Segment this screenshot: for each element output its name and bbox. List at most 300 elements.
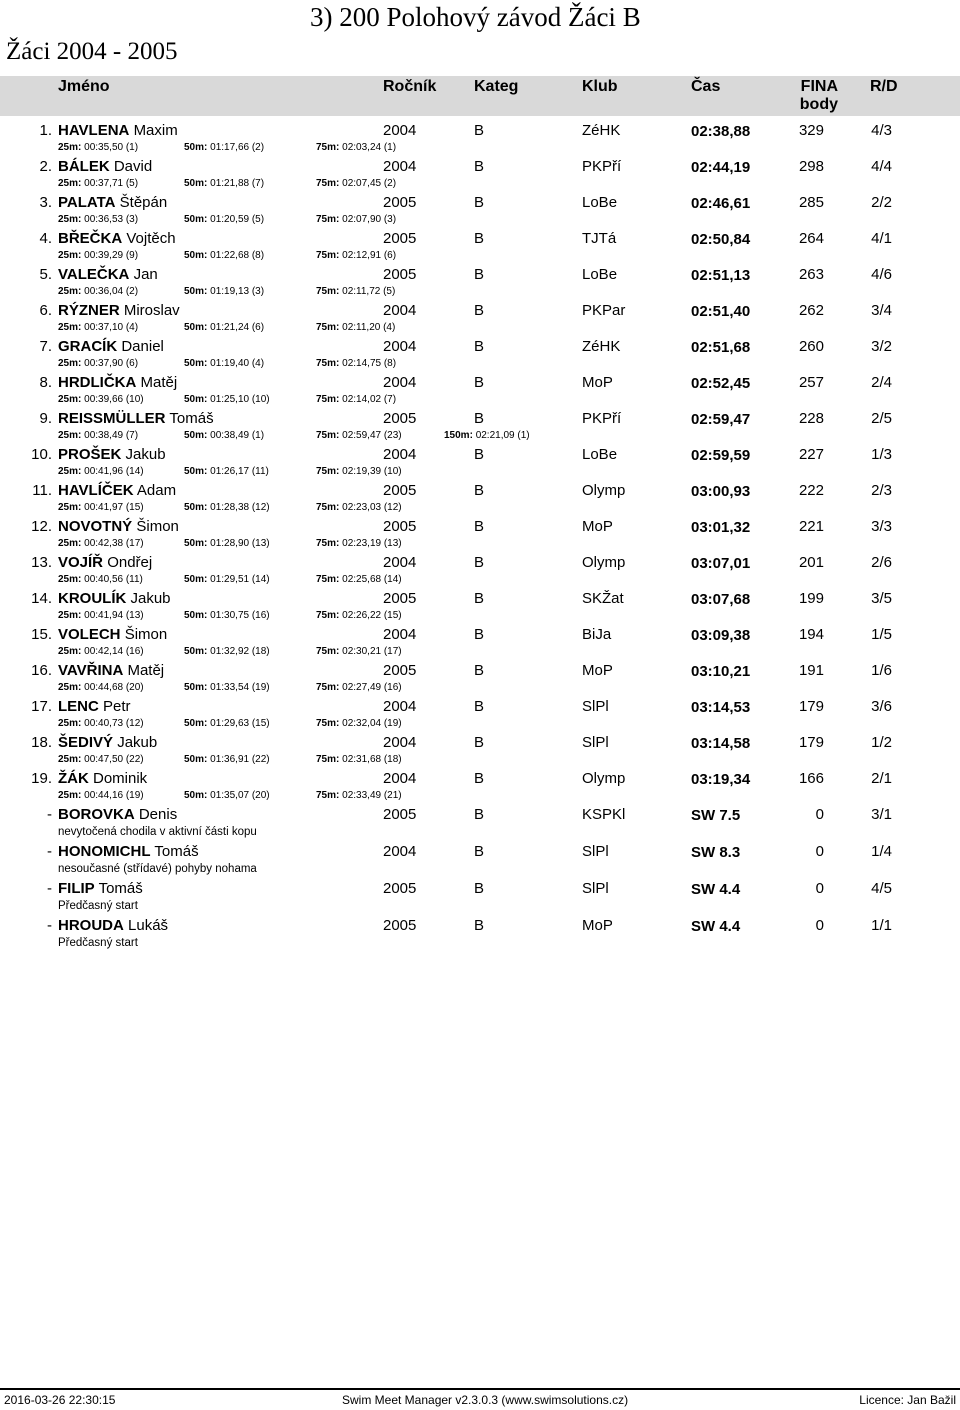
- split-time: [184, 214, 264, 225]
- split-label: 25m:: [58, 538, 82, 549]
- result-time: 03:14,58: [691, 735, 751, 752]
- split-value: 01:19,40 (4): [210, 358, 265, 369]
- split-value: 00:36,04 (2): [84, 286, 139, 297]
- split-time: [58, 250, 138, 261]
- table-row: [0, 266, 960, 302]
- fina-points: 191: [798, 662, 824, 679]
- split-time: [58, 286, 138, 297]
- swimmer-first-name: Jakub: [130, 590, 171, 607]
- split-value: 00:42,14 (16): [84, 646, 144, 657]
- split-label: 75m:: [316, 358, 340, 369]
- category: B: [474, 806, 485, 823]
- split-label: 75m:: [316, 538, 340, 549]
- swimmer-first-name: Daniel: [121, 338, 164, 355]
- split-label: 50m:: [184, 538, 208, 549]
- split-time: [58, 538, 144, 549]
- rank: 11.: [32, 482, 52, 499]
- swimmer-surname: ŠEDIVÝ: [58, 734, 114, 751]
- heat-lane: 1/4: [871, 843, 892, 860]
- split-time: [184, 718, 270, 729]
- split-label: 50m:: [184, 574, 208, 585]
- club: SlPl: [582, 880, 609, 897]
- split-label: 50m:: [184, 610, 208, 621]
- birth-year: 2004: [383, 158, 417, 175]
- table-row: [0, 338, 960, 374]
- split-label: 50m:: [184, 430, 208, 441]
- fina-points: 329: [798, 122, 824, 139]
- fina-points: 227: [798, 446, 824, 463]
- dsq-reason: Předčasný start: [58, 900, 138, 912]
- split-label: 25m:: [58, 286, 82, 297]
- split-time: [58, 574, 143, 585]
- club: PKPří: [582, 158, 622, 175]
- split-time: [184, 142, 264, 153]
- table-row: [0, 590, 960, 626]
- swimmer-surname: PROŠEK: [58, 446, 122, 463]
- header-fina: FINA body: [799, 78, 838, 113]
- split-value: 00:35,50 (1): [84, 142, 139, 153]
- table-row: [0, 194, 960, 230]
- split-time: [58, 142, 138, 153]
- rank: 7.: [39, 338, 52, 355]
- split-time: [184, 754, 270, 765]
- split-time: [184, 178, 264, 189]
- split-time: [58, 682, 144, 693]
- table-row: [0, 122, 960, 158]
- split-label: 50m:: [184, 286, 208, 297]
- club: MoP: [582, 374, 613, 391]
- split-time: [316, 142, 396, 153]
- birth-year: 2004: [383, 338, 417, 355]
- swimmer-first-name: David: [113, 158, 153, 175]
- club: LoBe: [582, 266, 618, 283]
- category: B: [474, 410, 485, 427]
- swimmer-surname: VAVŘINA: [58, 662, 124, 679]
- rank: 18.: [31, 734, 52, 751]
- split-label: 75m:: [316, 646, 340, 657]
- category: B: [474, 338, 485, 355]
- split-label: 75m:: [316, 610, 340, 621]
- split-label: 25m:: [58, 718, 82, 729]
- split-value: 00:41,97 (15): [84, 502, 144, 513]
- header-club: Klub: [582, 78, 618, 95]
- split-label: 50m:: [184, 790, 208, 801]
- swimmer-name: [58, 374, 177, 391]
- heat-lane: 2/5: [871, 410, 892, 427]
- split-value: 01:21,24 (6): [210, 322, 265, 333]
- split-value: 02:12,91 (6): [342, 250, 397, 261]
- result-time: 03:09,38: [691, 627, 751, 644]
- split-value: 01:29,63 (15): [210, 718, 270, 729]
- swimmer-first-name: Jakub: [117, 734, 158, 751]
- split-label: 25m:: [58, 754, 82, 765]
- dsq-code: SW 7.5: [691, 807, 741, 824]
- club: MoP: [582, 518, 613, 535]
- table-row: [0, 230, 960, 266]
- split-time: [58, 754, 144, 765]
- split-time: [444, 430, 530, 441]
- split-time: [58, 610, 144, 621]
- result-time: 03:00,93: [691, 483, 751, 500]
- split-value: 00:38,49 (1): [210, 430, 265, 441]
- heat-lane: 4/3: [871, 122, 892, 139]
- heat-lane: 3/6: [871, 698, 892, 715]
- category: B: [474, 482, 485, 499]
- swimmer-name: [58, 626, 167, 643]
- fina-points: 0: [815, 880, 824, 897]
- result-time: 03:07,68: [691, 591, 751, 608]
- split-label: 25m:: [58, 502, 82, 513]
- split-label: 75m:: [316, 142, 340, 153]
- rank: 16.: [31, 662, 52, 679]
- split-label: 25m:: [58, 250, 82, 261]
- split-label: 50m:: [184, 718, 208, 729]
- swimmer-surname: GRACÍK: [58, 338, 118, 355]
- split-time: [58, 646, 144, 657]
- split-value: 00:39,29 (9): [84, 250, 139, 261]
- table-row: [0, 302, 960, 338]
- club: ZéHK: [582, 338, 621, 355]
- swimmer-first-name: Tomáš: [98, 880, 143, 897]
- rank: 12.: [31, 518, 52, 535]
- dsq-code: SW 4.4: [691, 918, 741, 935]
- swimmer-name: [58, 734, 157, 751]
- birth-year: 2004: [383, 734, 417, 751]
- category: B: [474, 626, 485, 643]
- category: B: [474, 518, 485, 535]
- swimmer-name: [58, 770, 147, 787]
- split-time: [316, 322, 395, 333]
- result-time: 03:10,21: [691, 663, 751, 680]
- birth-year: 2004: [383, 843, 417, 860]
- split-time: [316, 610, 402, 621]
- split-label: 75m:: [316, 466, 340, 477]
- rank: -: [47, 806, 52, 823]
- split-value: 01:19,13 (3): [210, 286, 265, 297]
- table-row: [0, 518, 960, 554]
- birth-year: 2005: [383, 518, 417, 535]
- fina-points: 166: [798, 770, 824, 787]
- split-value: 02:31,68 (18): [342, 754, 402, 765]
- split-time: [184, 610, 270, 621]
- split-value: 01:35,07 (20): [210, 790, 270, 801]
- split-label: 50m:: [184, 142, 208, 153]
- split-time: [316, 754, 402, 765]
- swimmer-name: [58, 698, 131, 715]
- category: B: [474, 446, 485, 463]
- split-time: [184, 250, 264, 261]
- birth-year: 2005: [383, 194, 417, 211]
- swimmer-name: [58, 662, 164, 679]
- split-label: 75m:: [316, 682, 340, 693]
- swimmer-surname: BÁLEK: [58, 158, 110, 175]
- fina-points: 228: [798, 410, 824, 427]
- split-value: 02:59,47 (23): [342, 430, 402, 441]
- split-value: 01:25,10 (10): [210, 394, 270, 405]
- heat-lane: 4/4: [871, 158, 892, 175]
- split-value: 01:22,68 (8): [210, 250, 265, 261]
- split-label: 25m:: [58, 358, 82, 369]
- fina-points: 222: [798, 482, 824, 499]
- swimmer-name: [58, 194, 167, 211]
- heat-lane: 3/2: [871, 338, 892, 355]
- split-label: 25m:: [58, 682, 82, 693]
- split-value: 00:37,10 (4): [84, 322, 139, 333]
- split-label: 75m:: [316, 430, 340, 441]
- split-value: 00:37,90 (6): [84, 358, 139, 369]
- category: B: [474, 662, 485, 679]
- swimmer-name: [58, 880, 143, 897]
- split-value: 02:14,02 (7): [342, 394, 397, 405]
- split-label: 50m:: [184, 322, 208, 333]
- heat-lane: 2/3: [871, 482, 892, 499]
- split-value: 02:11,20 (4): [342, 322, 396, 333]
- birth-year: 2004: [383, 446, 417, 463]
- split-time: [58, 466, 144, 477]
- header-year: Ročník: [383, 78, 437, 95]
- split-label: 50m:: [184, 358, 208, 369]
- dsq-reason: nesoučasné (střídavé) pohyby nohama: [58, 863, 257, 875]
- footer-software: Swim Meet Manager v2.3.0.3 (www.swimsolutions.cz): [342, 1393, 629, 1407]
- split-time: [184, 466, 269, 477]
- table-row-disqualified: [0, 880, 960, 917]
- split-value: 00:44,68 (20): [84, 682, 144, 693]
- swimmer-surname: ŽÁK: [58, 770, 89, 787]
- split-label: 25m:: [58, 394, 82, 405]
- category: B: [474, 770, 485, 787]
- table-row-disqualified: [0, 917, 960, 954]
- heat-lane: 3/1: [871, 806, 892, 823]
- club: TJTá: [582, 230, 617, 247]
- result-time: 03:14,53: [691, 699, 751, 716]
- fina-points: 298: [798, 158, 824, 175]
- swimmer-name: [58, 230, 176, 247]
- rank: 8.: [39, 374, 52, 391]
- split-value: 02:19,39 (10): [342, 466, 402, 477]
- split-time: [316, 250, 396, 261]
- birth-year: 2005: [383, 230, 417, 247]
- split-time: [316, 646, 402, 657]
- table-row: [0, 482, 960, 518]
- birth-year: 2005: [383, 482, 417, 499]
- heat-lane: 4/6: [871, 266, 892, 283]
- swimmer-first-name: Ondřej: [107, 554, 153, 571]
- rank: 6.: [39, 302, 52, 319]
- swimmer-first-name: Tomáš: [169, 410, 214, 427]
- category: B: [474, 194, 485, 211]
- split-time: [184, 430, 264, 441]
- split-value: 00:41,94 (13): [84, 610, 144, 621]
- split-label: 25m:: [58, 322, 82, 333]
- swimmer-first-name: Adam: [136, 482, 177, 499]
- split-time: [316, 214, 396, 225]
- table-row: [0, 410, 960, 446]
- split-label: 75m:: [316, 286, 340, 297]
- club: MoP: [582, 917, 613, 934]
- category: B: [474, 843, 485, 860]
- birth-year: 2004: [383, 626, 417, 643]
- split-value: 02:21,09 (1): [475, 430, 530, 441]
- fina-points: 285: [798, 194, 824, 211]
- swimmer-name: [58, 518, 179, 535]
- split-label: 50m:: [184, 754, 208, 765]
- rank: 9.: [39, 410, 52, 427]
- swimmer-name: [58, 266, 158, 283]
- split-value: 01:21,88 (7): [210, 178, 265, 189]
- birth-year: 2004: [383, 122, 417, 139]
- split-label: 75m:: [316, 322, 340, 333]
- swimmer-first-name: Šimon: [136, 518, 179, 535]
- fina-points: 0: [815, 917, 824, 934]
- table-row: [0, 770, 960, 806]
- split-time: [316, 718, 402, 729]
- split-label: 75m:: [316, 790, 340, 801]
- heat-lane: 1/1: [871, 917, 892, 934]
- split-label: 50m:: [184, 646, 208, 657]
- footer-licence: Licence: Jan Bažil: [859, 1393, 956, 1407]
- split-label: 25m:: [58, 646, 82, 657]
- swimmer-name: [58, 158, 152, 175]
- dsq-code: SW 8.3: [691, 844, 741, 861]
- split-time: [58, 430, 138, 441]
- club: SKŽat: [582, 590, 624, 607]
- rank: 5.: [39, 266, 52, 283]
- rank: 1.: [39, 122, 52, 139]
- result-time: 02:50,84: [691, 231, 751, 248]
- split-time: [184, 322, 264, 333]
- split-time: [184, 790, 270, 801]
- split-time: [316, 394, 396, 405]
- heat-lane: 1/6: [871, 662, 892, 679]
- split-time: [316, 178, 396, 189]
- result-time: 02:46,61: [691, 195, 751, 212]
- split-value: 02:23,19 (13): [342, 538, 402, 549]
- birth-year: 2004: [383, 302, 417, 319]
- split-value: 01:32,92 (18): [210, 646, 270, 657]
- birth-year: 2005: [383, 880, 417, 897]
- result-time: 02:44,19: [691, 159, 751, 176]
- split-value: 01:33,54 (19): [210, 682, 270, 693]
- swimmer-name: [58, 843, 199, 860]
- split-time: [316, 430, 402, 441]
- heat-lane: 4/1: [871, 230, 892, 247]
- rank: 10.: [31, 446, 52, 463]
- split-value: 02:30,21 (17): [342, 646, 402, 657]
- swimmer-name: [58, 590, 171, 607]
- split-value: 02:25,68 (14): [342, 574, 402, 585]
- swimmer-name: [58, 482, 176, 499]
- split-label: 150m:: [444, 430, 473, 441]
- swimmer-surname: HONOMICHL: [58, 843, 151, 860]
- swimmer-name: [58, 122, 178, 139]
- swimmer-surname: BŘEČKA: [58, 230, 123, 247]
- swimmer-surname: VALEČKA: [58, 266, 130, 283]
- birth-year: 2004: [383, 554, 417, 571]
- split-value: 00:44,16 (19): [84, 790, 144, 801]
- split-time: [316, 466, 402, 477]
- split-time: [184, 286, 264, 297]
- split-value: 02:14,75 (8): [342, 358, 397, 369]
- split-label: 25m:: [58, 574, 82, 585]
- header-rd: R/D: [870, 78, 898, 95]
- category: B: [474, 917, 485, 934]
- page-subtitle: Žáci 2004 - 2005: [6, 38, 178, 65]
- club: MoP: [582, 662, 613, 679]
- swimmer-surname: HAVLÍČEK: [58, 482, 134, 499]
- heat-lane: 1/2: [871, 734, 892, 751]
- swimmer-surname: FILIP: [58, 880, 95, 897]
- split-time: [58, 178, 138, 189]
- fina-points: 179: [798, 698, 824, 715]
- swimmer-name: [58, 806, 177, 823]
- heat-lane: 3/4: [871, 302, 892, 319]
- heat-lane: 3/5: [871, 590, 892, 607]
- rank: 3.: [39, 194, 52, 211]
- split-time: [316, 358, 396, 369]
- split-time: [316, 286, 395, 297]
- split-value: 02:23,03 (12): [342, 502, 402, 513]
- birth-year: 2005: [383, 590, 417, 607]
- table-row: [0, 374, 960, 410]
- category: B: [474, 880, 485, 897]
- split-label: 25m:: [58, 430, 82, 441]
- split-value: 01:26,17 (11): [210, 466, 269, 477]
- split-time: [58, 214, 138, 225]
- split-value: 01:28,38 (12): [210, 502, 270, 513]
- fina-points: 264: [798, 230, 824, 247]
- split-value: 00:37,71 (5): [84, 178, 139, 189]
- result-time: 02:59,59: [691, 447, 751, 464]
- split-time: [184, 502, 270, 513]
- fina-points: 0: [815, 843, 824, 860]
- fina-points: 257: [798, 374, 824, 391]
- swimmer-surname: PALATA: [58, 194, 116, 211]
- split-label: 75m:: [316, 502, 340, 513]
- result-time: 02:51,68: [691, 339, 751, 356]
- dsq-code: SW 4.4: [691, 881, 741, 898]
- split-label: 50m:: [184, 250, 208, 261]
- split-label: 25m:: [58, 790, 82, 801]
- dsq-reason: Předčasný start: [58, 937, 138, 949]
- birth-year: 2005: [383, 410, 417, 427]
- swimmer-name: [58, 446, 166, 463]
- club: BiJa: [582, 626, 612, 643]
- heat-lane: 1/3: [871, 446, 892, 463]
- fina-points: 263: [798, 266, 824, 283]
- swimmer-first-name: Šimon: [124, 626, 168, 643]
- split-value: 00:47,50 (22): [84, 754, 144, 765]
- result-time: 03:07,01: [691, 555, 751, 572]
- split-label: 75m:: [316, 250, 340, 261]
- rank: 13.: [31, 554, 52, 571]
- split-time: [184, 646, 270, 657]
- split-value: 02:33,49 (21): [342, 790, 402, 801]
- table-row: [0, 626, 960, 662]
- result-time: 02:52,45: [691, 375, 751, 392]
- table-row-disqualified: [0, 806, 960, 843]
- split-label: 75m:: [316, 394, 340, 405]
- split-value: 02:07,45 (2): [342, 178, 397, 189]
- fina-points: 0: [815, 806, 824, 823]
- swimmer-first-name: Vojtěch: [126, 230, 176, 247]
- heat-lane: 2/2: [871, 194, 892, 211]
- split-time: [316, 682, 402, 693]
- result-time: 02:59,47: [691, 411, 751, 428]
- split-value: 00:41,96 (14): [84, 466, 144, 477]
- category: B: [474, 230, 485, 247]
- club: LoBe: [582, 446, 618, 463]
- swimmer-first-name: Denis: [138, 806, 178, 823]
